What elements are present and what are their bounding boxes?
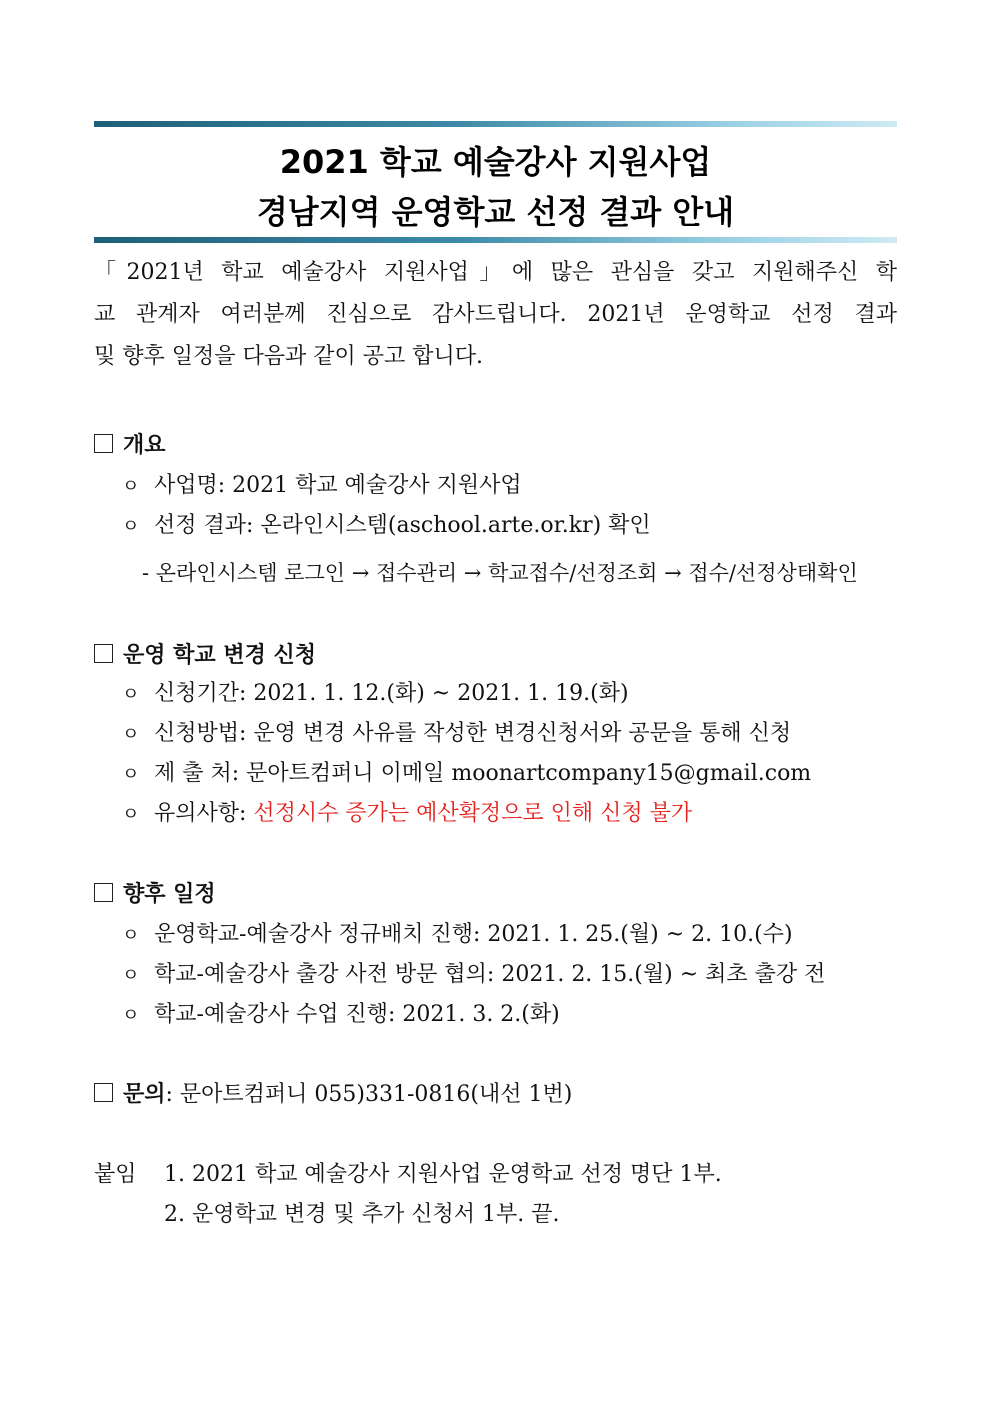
overview-subitem-1: - 온라인시스템 로그인 → 접수관리 → 학교접수/선정조회 → 접수/선정상태확인 [142,561,858,585]
title-top-rule [94,121,897,127]
intro-line-3: 및 향후 일정을 다음과 같이 공고 합니다. [94,344,483,369]
overview-item-1 [122,468,522,499]
title-line-1: 2021 학교 예술강사 지원사업 [279,143,712,181]
change-item-1-text: 신청기간: 2021. 1. 12.(화) ~ 2021. 1. 19.(화) [154,681,629,706]
change-item-3-text: 제 출 처: 문아트컴퍼니 이메일 moonartcompany15@gmail.com [154,761,812,786]
overview-item-1-text: 사업명: 2021 학교 예술강사 지원사업 [154,473,522,498]
circle-bullet-icon: ㅇ [122,476,140,497]
attachment-1 [94,1157,722,1188]
section-contact-title: 문의 [123,1081,166,1107]
section-overview-heading [94,428,166,459]
checkbox-square-icon [94,883,113,902]
intro-line-2: 교 관계자 여러분께 진심으로 감사드립니다. 2021년 운영학교 선정 결과 [94,302,897,327]
circle-bullet-icon: ㅇ [122,925,140,946]
section-schedule-title: 향후 일정 [123,881,216,907]
section-contact [94,1077,572,1108]
checkbox-square-icon [94,434,113,453]
schedule-item-2 [122,957,825,988]
circle-bullet-icon: ㅇ [122,516,140,537]
change-item-3 [122,756,811,787]
change-item-2 [122,716,791,747]
circle-bullet-icon: ㅇ [122,1005,140,1026]
circle-bullet-icon: ㅇ [122,684,140,705]
section-schedule-heading [94,877,216,908]
schedule-item-1 [122,917,793,948]
attachment-label: 붙임 [94,1162,137,1187]
section-change-heading [94,638,316,669]
schedule-item-3 [122,997,560,1028]
circle-bullet-icon: ㅇ [122,804,140,825]
schedule-item-2-text: 학교-예술강사 출강 사전 방문 협의: 2021. 2. 15.(월) ~ 최초 출강 전 [154,962,826,987]
circle-bullet-icon: ㅇ [122,764,140,785]
overview-item-2 [122,508,651,539]
section-change-title: 운영 학교 변경 신청 [123,642,316,668]
circle-bullet-icon: ㅇ [122,965,140,986]
change-item-1 [122,676,629,707]
attachment-2 [94,1197,559,1228]
checkbox-square-icon [94,644,113,663]
intro-line-1: 「2021년 학교 예술강사 지원사업」에 많은 관심을 갖고 지원해주신 학 [94,260,897,285]
contact-text: : 문아트컴퍼니 055)331-0816(내선 1번) [165,1082,573,1107]
schedule-item-3-text: 학교-예술강사 수업 진행: 2021. 3. 2.(화) [154,1002,560,1027]
title-bottom-rule [94,237,897,243]
attachment-1-text: 1. 2021 학교 예술강사 지원사업 운영학교 선정 명단 1부. [164,1162,722,1187]
change-item-4 [122,796,692,827]
schedule-item-1-text: 운영학교-예술강사 정규배치 진행: 2021. 1. 25.(월) ~ 2. 10.(수) [154,922,793,947]
intro-paragraph [94,252,897,378]
attachment-2-text: 2. 운영학교 변경 및 추가 신청서 1부. 끝. [164,1202,560,1227]
checkbox-square-icon [94,1083,113,1102]
section-overview-title: 개요 [123,432,166,458]
title-line-2: 경남지역 운영학교 선정 결과 안내 [256,193,735,231]
change-item-2-text: 신청방법: 운영 변경 사유를 작성한 변경신청서와 공문을 통해 신청 [154,721,792,746]
circle-bullet-icon: ㅇ [122,724,140,745]
overview-item-2-text: 선정 결과: 온라인시스템(aschool.arte.or.kr) 확인 [154,513,651,538]
change-item-4-label: 유의사항: [154,801,254,826]
change-item-4-warning: 선정시수 증가는 예산확정으로 인해 신청 불가 [253,801,693,826]
